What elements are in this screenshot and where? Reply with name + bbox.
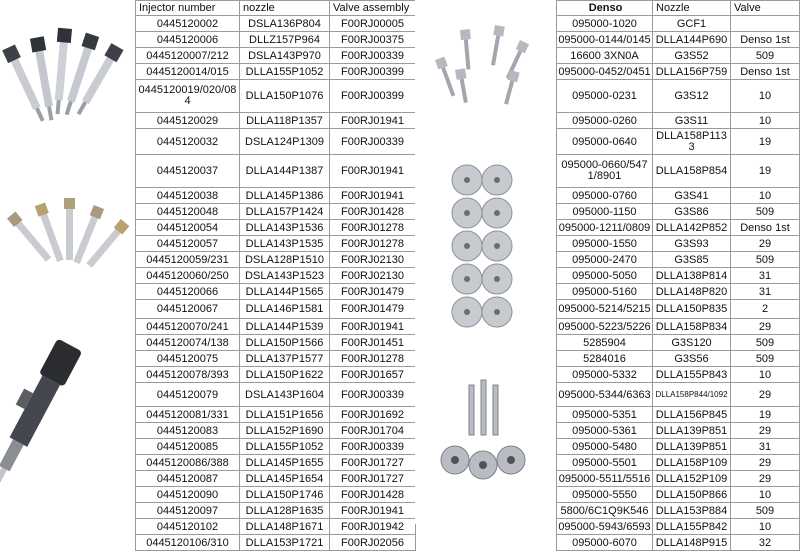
- cell-nozzle: DLLA118P1357: [240, 113, 330, 129]
- cell-nozzle: DLLA145P1655: [240, 455, 330, 471]
- injector-group-top-image: [2, 28, 123, 124]
- table-row: [557, 471, 800, 487]
- cell-valve-assembly: F00RJ01941: [330, 113, 416, 129]
- cell-valve: 32: [731, 535, 800, 551]
- cell-nozzle: G3S86: [653, 204, 731, 220]
- cell-denso-number: 095000-1211/0809: [557, 220, 653, 236]
- cell-denso-number: 095000-6070: [557, 535, 653, 551]
- cell-nozzle: DLLA139P851: [653, 439, 731, 455]
- cell-injector-number: 0445120081/331: [136, 407, 240, 423]
- cell-nozzle: G3S41: [653, 188, 731, 204]
- cell-valve: 31: [731, 439, 800, 455]
- cell-nozzle: DLLA150P866: [653, 487, 731, 503]
- cell-valve-assembly: F00RJ01941: [330, 155, 416, 188]
- cell-injector-number: 0445120059/231: [136, 252, 240, 268]
- cell-valve-assembly: F00RJ00339: [330, 383, 416, 407]
- cell-denso-number: 095000-0660/5471/8901: [557, 155, 653, 188]
- cell-valve-assembly: F00RJ00005: [330, 16, 416, 32]
- cell-denso-number: 095000-1150: [557, 204, 653, 220]
- cell-valve: Denso 1st: [731, 220, 800, 236]
- table-row: [136, 383, 416, 407]
- table-row: [557, 80, 800, 113]
- cell-valve: 509: [731, 252, 800, 268]
- cell-injector-number: 0445120078/393: [136, 367, 240, 383]
- cell-injector-number: 0445120057: [136, 236, 240, 252]
- cell-nozzle: DLLA151P1656: [240, 407, 330, 423]
- cell-nozzle: G3S12: [653, 80, 731, 113]
- cell-injector-number: 0445120085: [136, 439, 240, 455]
- table-row: [136, 455, 416, 471]
- cell-nozzle: DLLA144P1387: [240, 155, 330, 188]
- cell-valve-assembly: F00RJ01727: [330, 455, 416, 471]
- cell-injector-number: 0445120038: [136, 188, 240, 204]
- table-row: [557, 32, 800, 48]
- table-row: [136, 113, 416, 129]
- table-row: [557, 48, 800, 64]
- cell-valve-assembly: F00RJ01941: [330, 503, 416, 519]
- table-row: [136, 16, 416, 32]
- header-nozzle: Nozzle: [653, 1, 731, 16]
- cell-injector-number: 0445120074/138: [136, 335, 240, 351]
- cell-injector-number: 0445120067: [136, 300, 240, 319]
- cell-injector-number: 0445120060/250: [136, 268, 240, 284]
- cell-injector-number: 0445120007/212: [136, 48, 240, 64]
- table-row: [557, 351, 800, 367]
- cell-valve: 509: [731, 335, 800, 351]
- cell-valve: 10: [731, 519, 800, 535]
- injector-photos: [0, 0, 134, 524]
- table-row: [557, 64, 800, 80]
- cell-injector-number: 0445120087: [136, 471, 240, 487]
- table-row: [557, 252, 800, 268]
- cell-valve-assembly: F00RJ01428: [330, 204, 416, 220]
- cell-injector-number: 0445120019/020/084: [136, 80, 240, 113]
- cell-denso-number: 095000-5351: [557, 407, 653, 423]
- table-row: [557, 155, 800, 188]
- table-row: [136, 439, 416, 455]
- injector-single-image: [0, 336, 82, 493]
- table-row: [136, 487, 416, 503]
- header-injector-number: Injector number: [136, 1, 240, 16]
- cell-valve-assembly: F00RJ01278: [330, 220, 416, 236]
- table-row: [557, 407, 800, 423]
- table-row: [557, 16, 800, 32]
- table-row: [136, 32, 416, 48]
- cell-valve-assembly: F00RJ02130: [330, 252, 416, 268]
- cell-nozzle: DLLA158P109: [653, 455, 731, 471]
- cell-nozzle: DLLA155P842: [653, 519, 731, 535]
- table-row: [557, 236, 800, 252]
- table-row: [136, 48, 416, 64]
- cell-nozzle: DLLA150P1746: [240, 487, 330, 503]
- cell-denso-number: 095000-2470: [557, 252, 653, 268]
- cell-nozzle: DLLA144P1565: [240, 284, 330, 300]
- cell-nozzle: DLLA155P1052: [240, 64, 330, 80]
- table-row: [557, 300, 800, 319]
- cell-valve: 10: [731, 188, 800, 204]
- cell-nozzle: DLLA128P1635: [240, 503, 330, 519]
- cell-valve: 19: [731, 129, 800, 155]
- cell-nozzle: DLLA150P835: [653, 300, 731, 319]
- cell-valve-assembly: F00RJ00399: [330, 80, 416, 113]
- cell-denso-number: 095000-0640: [557, 129, 653, 155]
- cell-valve-assembly: F00RJ02056: [330, 535, 416, 551]
- cell-injector-number: 0445120066: [136, 284, 240, 300]
- cell-nozzle: DLLA148P915: [653, 535, 731, 551]
- table-row: [136, 351, 416, 367]
- cell-denso-number: 095000-5943/6593: [558, 520, 651, 533]
- cell-denso-number: 5285904: [557, 335, 653, 351]
- cell-denso-number: 5800/6C1Q9K546: [557, 503, 653, 519]
- cell-valve: 29: [731, 319, 800, 335]
- cell-injector-number: 0445120006: [136, 32, 240, 48]
- table-row: [136, 423, 416, 439]
- parts-photos: [415, 0, 555, 524]
- injector-photos-panel: [0, 0, 134, 524]
- cell-valve: 31: [731, 268, 800, 284]
- table-row: [136, 300, 416, 319]
- table-header-row: [136, 1, 416, 16]
- cell-valve-assembly: F00RJ01704: [330, 423, 416, 439]
- parts-photos-panel: [415, 0, 555, 524]
- table-row: [557, 335, 800, 351]
- table-row: [136, 155, 416, 188]
- cell-nozzle: G3S52: [653, 48, 731, 64]
- cell-valve-assembly: F00RJ00375: [330, 32, 416, 48]
- cell-nozzle: DLLA158P834: [653, 319, 731, 335]
- cell-valve: 10: [731, 367, 800, 383]
- table-row: [136, 471, 416, 487]
- cell-valve-assembly: F00RJ01428: [330, 487, 416, 503]
- cell-denso-number: 095000-5160: [557, 284, 653, 300]
- table-row: [136, 64, 416, 80]
- cell-nozzle: G3S93: [653, 236, 731, 252]
- cell-nozzle: G3S85: [653, 252, 731, 268]
- cell-injector-number: 0445120097: [136, 503, 240, 519]
- cell-valve: 29: [731, 455, 800, 471]
- table-row: [136, 80, 416, 113]
- cell-valve-assembly: F00RJ01479: [330, 284, 416, 300]
- cell-valve-assembly: F00RJ01278: [330, 351, 416, 367]
- cell-nozzle: G3S11: [653, 113, 731, 129]
- cell-nozzle: DSLA143P1604: [240, 383, 330, 407]
- cell-denso-number: 095000-1550: [557, 236, 653, 252]
- cell-denso-number: 095000-0760: [557, 188, 653, 204]
- cell-nozzle: DLLA150P1076: [240, 80, 330, 113]
- cell-nozzle: DLLA156P845: [653, 407, 731, 423]
- cell-valve: 19: [731, 155, 800, 188]
- cell-valve: 509: [731, 48, 800, 64]
- cell-nozzle: DLLA152P1690: [240, 423, 330, 439]
- valve-plates-image: [452, 165, 512, 327]
- table-row: [136, 252, 416, 268]
- cell-valve-assembly: F00RJ00399: [330, 64, 416, 80]
- table-row: [557, 439, 800, 455]
- cell-denso-number: 095000-0231: [557, 80, 653, 113]
- cell-nozzle: DSLA143P1523: [240, 268, 330, 284]
- cell-valve: 509: [731, 204, 800, 220]
- table-row: [136, 236, 416, 252]
- table-row: [557, 487, 800, 503]
- cell-valve: 31: [731, 284, 800, 300]
- table-row: [136, 367, 416, 383]
- table-row: [136, 503, 416, 519]
- table-row: [557, 423, 800, 439]
- cell-nozzle: DLLA146P1581: [240, 300, 330, 319]
- nozzles-image: [435, 25, 529, 105]
- cell-nozzle: DLLA150P1622: [240, 367, 330, 383]
- cell-injector-number: 0445120106/310: [136, 535, 240, 551]
- cell-valve: [731, 16, 800, 32]
- cell-denso-number: 095000-5361: [557, 423, 653, 439]
- table-row: [136, 284, 416, 300]
- cell-valve-assembly: F00RJ01451: [330, 335, 416, 351]
- cell-denso-number: 095000-5332: [557, 367, 653, 383]
- cell-denso-number: 095000-0260: [557, 113, 653, 129]
- cell-nozzle: DLLA142P852: [653, 220, 731, 236]
- cell-injector-number: 0445120037: [136, 155, 240, 188]
- cell-valve: 29: [731, 236, 800, 252]
- table-row: [136, 204, 416, 220]
- cell-injector-number: 0445120014/015: [136, 64, 240, 80]
- cell-denso-number: 095000-5223/5226: [558, 320, 651, 333]
- cell-denso-number: 5284016: [557, 351, 653, 367]
- cell-injector-number: 0445120079: [136, 383, 240, 407]
- cell-nozzle: DLLA143P1536: [240, 220, 330, 236]
- cell-denso-number: 095000-5550: [557, 487, 653, 503]
- cell-nozzle: DLLA148P820: [653, 284, 731, 300]
- cell-injector-number: 0445120075: [136, 351, 240, 367]
- cell-nozzle: DLLA144P1539: [240, 319, 330, 335]
- cell-denso-number: 16600 3XN0A: [557, 48, 653, 64]
- valve-assemblies-image: [441, 380, 525, 479]
- cell-nozzle: GCF1: [653, 16, 731, 32]
- cell-nozzle: DLLA145P1654: [240, 471, 330, 487]
- table-row: [136, 188, 416, 204]
- cell-valve: Denso 1st: [731, 32, 800, 48]
- table-row: [557, 367, 800, 383]
- table-row: [557, 188, 800, 204]
- cell-injector-number: 0445120102: [136, 519, 240, 535]
- cell-injector-number: 0445120054: [136, 220, 240, 236]
- cell-injector-number: 0445120090: [136, 487, 240, 503]
- cell-injector-number: 0445120029: [136, 113, 240, 129]
- cell-valve-assembly: F00RJ00339: [330, 439, 416, 455]
- cell-valve-assembly: F00RJ02130: [330, 268, 416, 284]
- cell-valve: 509: [731, 503, 800, 519]
- cell-denso-number: 095000-5480: [557, 439, 653, 455]
- table-row: [557, 220, 800, 236]
- cell-nozzle: DSLA128P1510: [240, 252, 330, 268]
- cell-nozzle: DLLA150P1566: [240, 335, 330, 351]
- table-row: [557, 519, 800, 535]
- cell-valve: 509: [731, 351, 800, 367]
- cell-denso-number: 095000-1020: [557, 16, 653, 32]
- cell-valve-assembly: F00RJ01278: [330, 236, 416, 252]
- bosch-injector-table: [135, 0, 416, 551]
- table-row: [136, 335, 416, 351]
- cell-nozzle: DLLA145P1386: [240, 188, 330, 204]
- cell-valve: 10: [731, 113, 800, 129]
- table-row: [557, 319, 800, 335]
- header-nozzle: nozzle: [240, 1, 330, 16]
- cell-valve-assembly: F00RJ01479: [330, 300, 416, 319]
- table-row: [136, 407, 416, 423]
- header-valve-assembly: Valve assembly: [330, 1, 416, 16]
- cell-nozzle: DSLA124P1309: [240, 129, 330, 155]
- cell-valve: 29: [731, 423, 800, 439]
- cell-nozzle: DSLA143P970: [240, 48, 330, 64]
- cell-nozzle: DLLA158P844/1092: [653, 383, 731, 407]
- table-row: [557, 535, 800, 551]
- cell-nozzle: DLLA158P854: [653, 155, 731, 188]
- table-row: [136, 129, 416, 155]
- cell-injector-number: 0445120002: [136, 16, 240, 32]
- cell-valve-assembly: F00RJ01941: [330, 319, 416, 335]
- cell-nozzle: DLLZ157P964: [240, 32, 330, 48]
- table-row: [557, 204, 800, 220]
- cell-injector-number: 0445120070/241: [136, 319, 240, 335]
- cell-nozzle: DLLA153P1721: [240, 535, 330, 551]
- injector-group-middle-image: [7, 198, 129, 269]
- table-row: [557, 503, 800, 519]
- cell-nozzle: DLLA157P1424: [240, 204, 330, 220]
- denso-injector-table: [556, 0, 800, 551]
- cell-nozzle: DLLA139P851: [653, 423, 731, 439]
- cell-nozzle: DLLA155P1052: [240, 439, 330, 455]
- table-row: [557, 284, 800, 300]
- cell-valve: 10: [731, 80, 800, 113]
- cell-valve: 2: [731, 300, 800, 319]
- cell-nozzle: DLLA152P109: [653, 471, 731, 487]
- cell-nozzle: DSLA136P804: [240, 16, 330, 32]
- cell-nozzle: DLLA144P690: [653, 32, 731, 48]
- cell-valve-assembly: F00RJ01942: [330, 519, 416, 535]
- cell-injector-number: 0445120083: [136, 423, 240, 439]
- cell-denso-number: 095000-5501: [557, 455, 653, 471]
- cell-nozzle: DLLA137P1577: [240, 351, 330, 367]
- cell-nozzle: DLLA143P1535: [240, 236, 330, 252]
- cell-valve: 19: [731, 407, 800, 423]
- cell-valve: 29: [731, 383, 800, 407]
- table-row: [136, 268, 416, 284]
- cell-valve-assembly: F00RJ00339: [330, 48, 416, 64]
- cell-nozzle: DLLA148P1671: [240, 519, 330, 535]
- cell-nozzle: DLLA155P843: [653, 367, 731, 383]
- cell-nozzle: G3S56: [653, 351, 731, 367]
- table-row: [136, 519, 416, 535]
- table-header-row: [557, 1, 800, 16]
- cell-denso-number: 095000-5344/6363: [557, 383, 653, 407]
- cell-valve: 10: [731, 487, 800, 503]
- cell-valve-assembly: F00RJ01657: [330, 367, 416, 383]
- cell-nozzle: DLLA153P884: [653, 503, 731, 519]
- table-row: [557, 129, 800, 155]
- cell-injector-number: 0445120048: [136, 204, 240, 220]
- cell-denso-number: 095000-0452/0451: [558, 65, 651, 78]
- cell-valve: Denso 1st: [731, 64, 800, 80]
- cell-valve-assembly: F00RJ00339: [330, 129, 416, 155]
- cell-denso-number: 095000-5511/5516: [557, 471, 653, 487]
- cell-denso-number: 095000-5214/5215: [557, 300, 653, 319]
- table-row: [136, 319, 416, 335]
- cell-valve-assembly: F00RJ01941: [330, 188, 416, 204]
- table-row: [557, 383, 800, 407]
- header-denso: Denso: [557, 1, 653, 16]
- cell-valve-assembly: F00RJ01692: [330, 407, 416, 423]
- header-valve: Valve: [731, 1, 800, 16]
- cell-valve-assembly: F00RJ01727: [330, 471, 416, 487]
- table-row: [557, 455, 800, 471]
- table-row: [557, 113, 800, 129]
- table-row: [136, 535, 416, 551]
- cell-injector-number: 0445120086/388: [136, 455, 240, 471]
- table-row: [136, 220, 416, 236]
- cell-nozzle: DLLA156P759: [653, 64, 731, 80]
- cell-denso-number: 095000-0144/0145: [558, 33, 651, 46]
- cell-denso-number: 095000-5050: [557, 268, 653, 284]
- cell-injector-number: 0445120032: [136, 129, 240, 155]
- cell-nozzle: DLLA158P1133: [653, 129, 731, 155]
- cell-valve: 29: [731, 471, 800, 487]
- table-row: [557, 268, 800, 284]
- cell-nozzle: DLLA138P814: [653, 268, 731, 284]
- cell-nozzle: G3S120: [653, 335, 731, 351]
